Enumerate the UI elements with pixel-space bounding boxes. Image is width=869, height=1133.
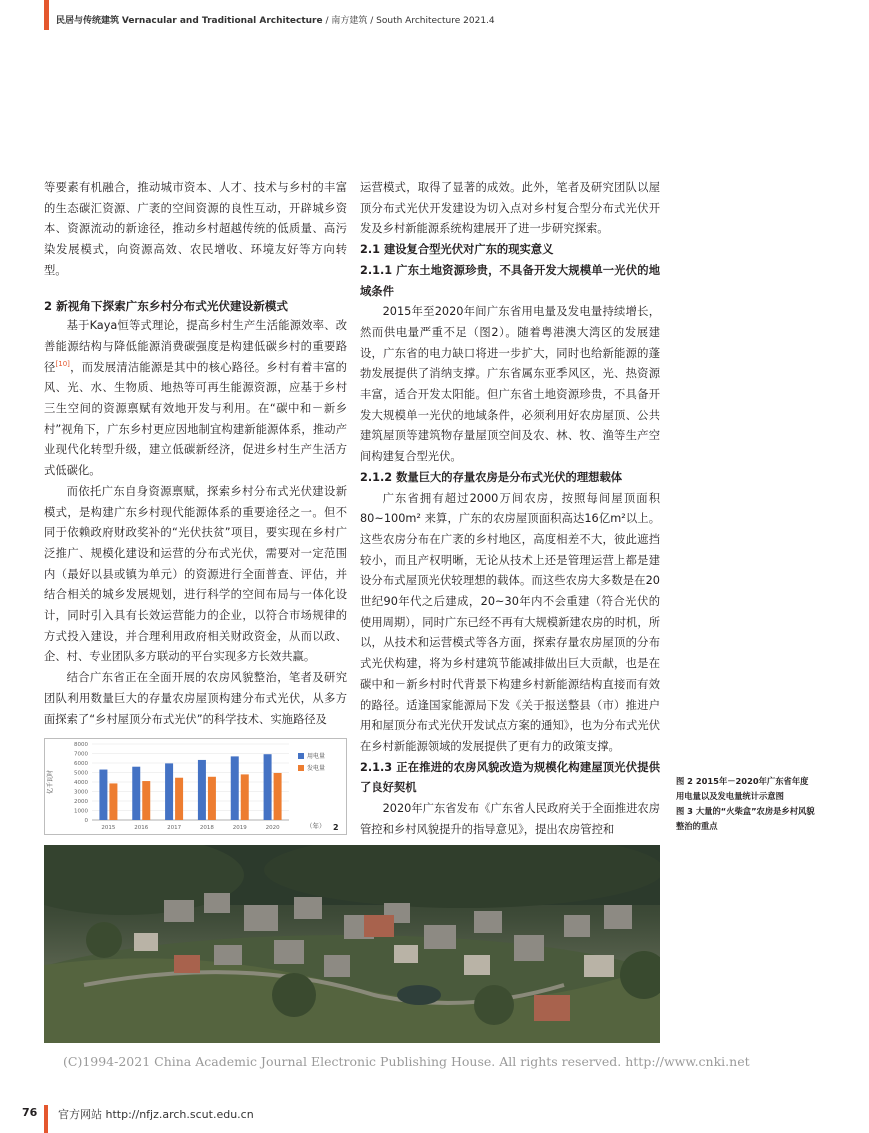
bar-用电量-2017 <box>165 763 173 820</box>
y-tick-label: 2000 <box>74 799 88 805</box>
x-tick-label: 2019 <box>232 825 247 831</box>
header-journal-cn: 南方建筑 <box>331 16 368 26</box>
x-tick-label: 2017 <box>167 825 182 831</box>
y-tick-label: 0 <box>84 818 88 824</box>
figure-3-aerial-village-photo <box>44 845 660 1043</box>
paragraph: 而依托广东自身资源禀赋，探索乡村分布式光伏建设新模式，是构建广东乡村现代能源体系的重要途径之一。但不同于依赖政府财政奖补的“光伏扶贫”项目，要实现在乡村广泛推广、规模化建设和运营的分布式光伏，需要对一定范围内（最好以县或镇为单元）的资源进行全面普查、评估，并结合相关的城乡发展规划，进行科学的空间布局与一体化设计，同时引入具有长效运营能力的企业，以符合市场规律的方式投入建设，并合理利用政府相关财政资金，从而以政、企、村、专业团队多方联动的平台实现多方长效共赢。 <box>44 484 347 664</box>
y-tick-label: 5000 <box>74 770 88 777</box>
header-section-en: Vernacular and Traditional Architecture <box>121 16 323 26</box>
bar-发电量-2018 <box>208 777 216 820</box>
bar-发电量-2017 <box>175 778 183 820</box>
legend-swatch <box>298 753 304 759</box>
right-column <box>360 178 660 841</box>
page-number: 76 <box>22 1106 38 1119</box>
bar-发电量-2016 <box>142 781 150 820</box>
footer-accent-bar <box>44 1105 48 1133</box>
y-tick-label: 3000 <box>74 789 88 796</box>
paragraph: 2015年至2020年间广东省用电量及发电量持续增长，然而供电量严重不足（图2）。随着粤港澳大湾区的发展建设，广东省的电力缺口将进一步扩大，同时也给新能源的蓬勃发展提供了消纳支撑。广东省属东亚季风区，光、热资源丰富，适合开发太阳能。但广东省土地资源珍贵，不具备开发大规模单一光伏的地域条件，必须利用好农房屋顶、公共建筑屋顶等建筑物存量屋顶空间及农、林、牧、渔等生产空间构建复合型光伏。 <box>360 305 660 464</box>
paragraph: 等要素有机融合，推动城市资本、人才、技术与乡村的丰富的生态碳汇资源、广袤的空间资源的良性互动，开辟城乡资本、资源流动的新途径，推动乡村超越传统的低质量、高污染发展模式，向资源高效、农民增收、环境友好等方向转型。 <box>44 181 347 277</box>
header-section-cn: 民居与传统建筑 <box>56 16 120 26</box>
figure-2-number: 2 <box>333 823 339 832</box>
x-tick-label: 2020 <box>265 825 280 831</box>
bar-发电量-2015 <box>109 783 117 820</box>
figure-3-caption: 图 3 大量的“火柴盒”农房是乡村风貌整治的重点 <box>676 806 815 831</box>
copyright-notice: (C)1994-2021 China Academic Journal Electronic Publishing House. All rights reserved. http://www.cnki.net <box>63 1054 750 1069</box>
x-axis-label: （年） <box>306 822 326 830</box>
subsection-heading: 2.1.3 正在推进的农房风貌改造为规模化构建屋顶光伏提供了良好契机 <box>360 760 660 795</box>
bar-用电量-2015 <box>99 770 107 820</box>
bar-发电量-2019 <box>241 774 249 820</box>
running-header: 民居与传统建筑 Vernacular and Traditional Architecture / 南方建筑 / South Architecture 2021.4 <box>56 16 495 26</box>
paragraph: 广东省拥有超过2000万间农房，按照每间屋顶面积80~100m² 来算，广东的农房屋顶面积高达16亿m²以上。这些农房分布在广袤的乡村地区，高度相差不大，彼此遮挡较小，而且产权明晰，无论从技术上还是管理运营上都是建设分布式屋顶光伏较理想的载体。而这些农房大多数是在20世纪90年代之后建成，20~30年内不会重建（符合光伏的使用周期），同时广东已经不再有大规模新建农房的时机，所以，从技术和运营模式等各方面，探索存量农房屋顶的分布式光伏构建，将为乡村建筑节能减排做出巨大贡献，也是在碳中和－新乡村时代背景下构建乡村新能源结构直接而有效的路径。适逢国家能源局下发《关于报送整县（市）推进户用和屋顶分布式光伏开发试点方案的通知》，也为分布式光伏在乡村新能源领域的发展提供了更有力的政策支撑。 <box>360 491 660 753</box>
figure-captions <box>676 774 816 834</box>
x-tick-label: 2016 <box>134 825 149 831</box>
bar-用电量-2018 <box>198 760 206 820</box>
y-tick-label: 1000 <box>74 808 88 815</box>
paragraph-text: ，而发展清洁能源是其中的核心路径。乡村有着丰富的风、光、水、生物质、地热等可再生能源资源，应基于乡村三生空间的资源禀赋有效地开发与利用。在“碳中和－新乡村”视角下，广东乡村更应因地制宜构建新能源体系，推动产业现代化转型升级，建立低碳新经济，促进乡村生产生活方式低碳化。 <box>44 360 347 478</box>
header-issue: 2021.4 <box>463 16 495 26</box>
bar-用电量-2019 <box>231 756 239 820</box>
figure-2-caption: 图 2 2015年－2020年广东省年度用电量以及发电量统计示意图 <box>676 776 809 801</box>
subsection-heading: 2.1.1 广东土地资源珍贵，不具备开发大规模单一光伏的地域条件 <box>360 263 660 298</box>
y-tick-label: 7000 <box>74 751 88 758</box>
subsection-heading: 2.1 建设复合型光伏对广东的现实意义 <box>360 243 554 257</box>
x-tick-label: 2018 <box>199 825 214 831</box>
paragraph: 结合广东省正在全面开展的农房风貌整治，笔者及研究团队利用数量巨大的存量农房屋顶构建分布式光伏，从多方面探索了“乡村屋顶分布式光伏”的科学技术、实施路径及 <box>44 671 347 726</box>
legend-swatch <box>298 765 304 771</box>
paragraph-text: 基于Kaya恒等式理论，提高乡村生产生活能源效率、改善能源结构与降低能源消费碳强度是构建低碳乡村的重要路径 <box>44 319 347 374</box>
bar-用电量-2016 <box>132 767 140 820</box>
section-heading: 2 新视角下探索广东乡村分布式光伏建设新模式 <box>44 298 288 313</box>
citation-ref[interactable]: [10] <box>55 359 70 368</box>
header-journal-en: South Architecture <box>376 16 461 26</box>
left-column <box>44 178 347 730</box>
bar-用电量-2020 <box>264 754 272 820</box>
y-tick-label: 4000 <box>74 780 88 786</box>
y-tick-label: 8000 <box>74 742 88 748</box>
x-tick-label: 2015 <box>101 825 116 831</box>
paragraph <box>44 316 347 482</box>
subsection-heading: 2.1.2 数量巨大的存量农房是分布式光伏的理想载体 <box>360 470 623 484</box>
header-accent-bar <box>44 0 49 30</box>
paragraph: 2020年广东省发布《广东省人民政府关于全面推进农房管控和乡村风貌提升的指导意见》，提出农房管控和 <box>360 802 660 836</box>
legend-label: 用电量 <box>307 753 326 760</box>
y-axis-label: 亿千瓦时 <box>47 769 54 795</box>
footer-website[interactable]: 官方网站 http://nfjz.arch.scut.edu.cn <box>58 1108 254 1121</box>
legend-label: 发电量 <box>307 765 326 772</box>
bar-发电量-2020 <box>274 773 282 820</box>
paragraph: 运营模式，取得了显著的成效。此外，笔者及研究团队以屋顶分布式光伏开发建设为切入点对乡村复合型分布式光伏开发及乡村新能源系统构建展开了进一步研究探索。 <box>360 181 660 236</box>
figure-2-bar-chart <box>44 738 347 835</box>
y-tick-label: 6000 <box>74 761 88 767</box>
village-illustration <box>44 845 660 1043</box>
